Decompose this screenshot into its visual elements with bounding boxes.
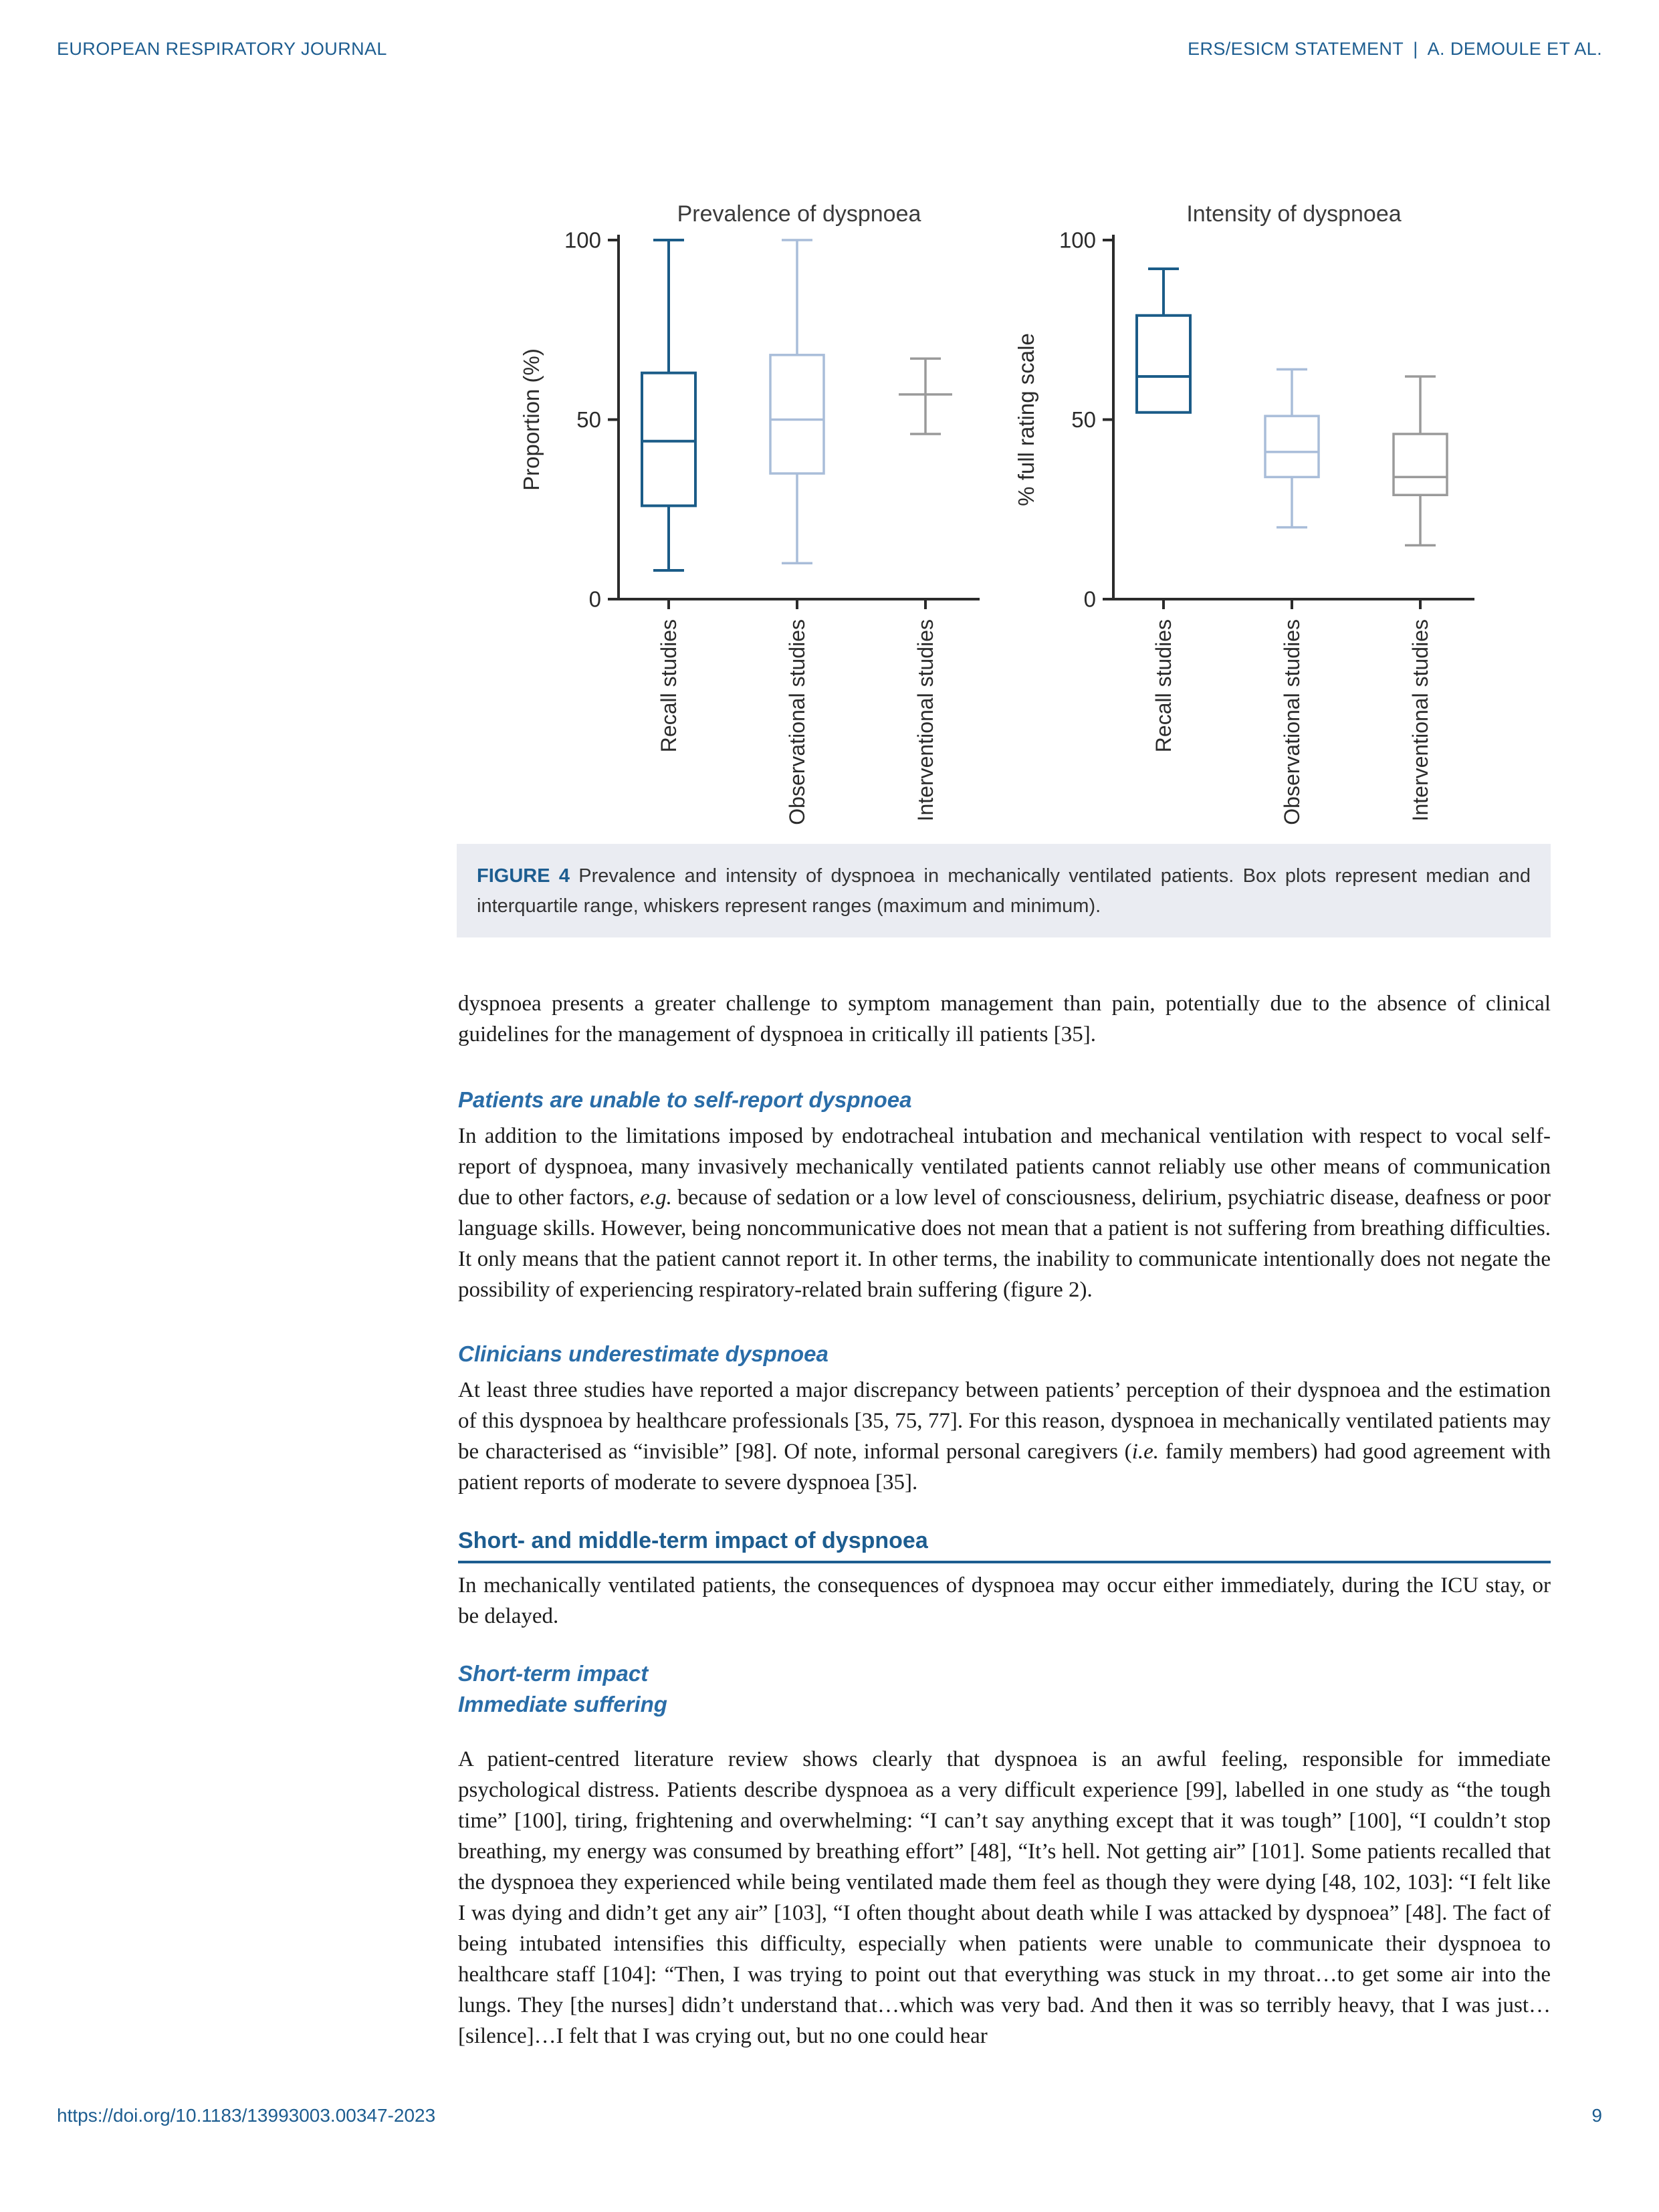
paragraph-patient-quotes: A patient-centred literature review shows clearly that dyspnoea is an awful feeling, responsible for immediate psychological distress. Patients describe dyspnoea as a very difficult experience [99], labelled in one study as “the tough time” [100], tiring, frightening and overwhelming: “I can’t say anything except that it was tough” [100], “I couldn’t stop breathing, my energy was consumed by breathing effort” [48], “It’s hell. Not getting air” [101]. Some patients recalled that the dyspnoea they experienced while being ventilated made them feel as though they were dying [48, 102, 103]: “I felt like I was dying and didn’t get any air” [103], “I often thought about death while I was attacked by dyspnoea” [48]. The fact of being intubated intensifies this difficulty, especially when patients were unable to communicate their dyspnoea to healthcare staff [104]: “Then, I was trying to point out that everything was stuck in my throat…to get some air into the lungs. They [the nurses] didn’t understand that…which was very bad. And then it was so terribly heavy, that I was just…[silence]…I felt that I was crying out, but no one could hear — [458, 1747, 1551, 2048]
box-plot-svg — [515, 197, 983, 839]
subheading-self-report: Patients are unable to self-report dyspnoea — [458, 1087, 912, 1112]
box-plot-observational-studies — [770, 240, 824, 563]
y-axis-label: Proportion (%) — [519, 348, 544, 491]
section-heading-impact: Short- and middle-term impact of dyspnoea — [458, 1526, 1551, 1563]
category-label: Observational studies — [1280, 619, 1304, 825]
journal-name: EUROPEAN RESPIRATORY JOURNAL — [57, 39, 387, 59]
chart-title: Intensity of dyspnoea — [1186, 201, 1402, 227]
svg-text:100: 100 — [564, 227, 601, 253]
box-plot-recall-studies — [642, 240, 695, 570]
category-label: Interventional studies — [913, 619, 937, 822]
chart-intensity-of-dyspnoea — [1010, 197, 1478, 839]
paragraph-limitations: In addition to the limitations imposed by endotracheal intubation and mechanical ventilation with respect to vocal self-report of dyspnoea, many invasively mechanically ventilated patients cannot reliably use other means of communication due to other factors, e.g. because of sedation or a low level of consciousness, delirium, psychiatric disease, deafness or poor language skills. However, being noncommunicative does not mean that a patient is not suffering from breathing difficulties. It only means that the patient cannot report it. In other terms, the inability to communicate intentionally does not negate the possibility of experiencing respiratory-related brain suffering (figure 2). — [458, 1124, 1551, 1302]
box-plot-recall-studies — [1137, 269, 1190, 413]
subheading-immediate-suffering: Immediate suffering — [458, 1692, 667, 1717]
header-separator: | — [1413, 39, 1418, 59]
paragraph-consequences: In mechanically ventilated patients, the consequences of dyspnoea may occur either immediately, during the ICU stay, or be delayed. — [458, 1573, 1551, 1628]
category-label: Observational studies — [785, 619, 809, 825]
y-axis-label: % full rating scale — [1014, 333, 1038, 506]
page-header — [57, 39, 1602, 60]
svg-text:0: 0 — [1083, 586, 1096, 612]
article-body — [458, 988, 1551, 2052]
doi-link[interactable]: https://doi.org/10.1183/13993003.00347-2023 — [57, 2105, 436, 2126]
box-plot-interventional-studies — [899, 358, 952, 434]
category-label: Recall studies — [657, 619, 681, 753]
figure-caption-text: Prevalence and intensity of dyspnoea in mechanically ventilated patients. Box plots represent median and interquartile range, whiskers represent ranges (maximum and minimum). — [477, 865, 1531, 917]
category-label: Interventional studies — [1408, 619, 1432, 822]
svg-text:50: 50 — [576, 407, 601, 432]
paragraph-discrepancy: At least three studies have reported a major discrepancy between patients’ perception of their dyspnoea and the estimation of this dyspnoea by healthcare professionals [35, 75, 77]. For this reason, dyspnoea in mechanically ventilated patients may be characterised as “invisible” [98]. Of note, informal personal caregivers (i.e. family members) had good agreement with patient reports of moderate to severe dyspnoea [35]. — [458, 1378, 1551, 1495]
figure-caption — [457, 844, 1551, 937]
figure-label: FIGURE 4 — [477, 865, 570, 887]
svg-text:100: 100 — [1059, 227, 1096, 253]
svg-text:50: 50 — [1071, 407, 1096, 432]
box-plot-observational-studies — [1265, 369, 1319, 527]
header-right — [1188, 39, 1602, 60]
box-plot-interventional-studies — [1394, 376, 1447, 545]
page-number: 9 — [1591, 2105, 1602, 2126]
statement-label: ERS/ESICM STATEMENT — [1188, 39, 1404, 59]
page-footer — [57, 2105, 1602, 2126]
box-plot-svg — [1010, 197, 1478, 839]
subheading-clinicians-underestimate: Clinicians underestimate dyspnoea — [458, 1341, 828, 1366]
category-label: Recall studies — [1151, 619, 1176, 753]
paragraph-challenge: dyspnoea presents a greater challenge to symptom management than pain, potentially due to the absence of clinical guidelines for the management of dyspnoea in critically ill patients [35]. — [458, 992, 1551, 1046]
subheading-short-term-impact: Short-term impact — [458, 1661, 649, 1686]
authors-label: A. DEMOULE ET AL. — [1427, 39, 1602, 59]
chart-prevalence-of-dyspnoea — [515, 197, 983, 839]
chart-title: Prevalence of dyspnoea — [677, 201, 921, 227]
svg-text:0: 0 — [588, 586, 601, 612]
